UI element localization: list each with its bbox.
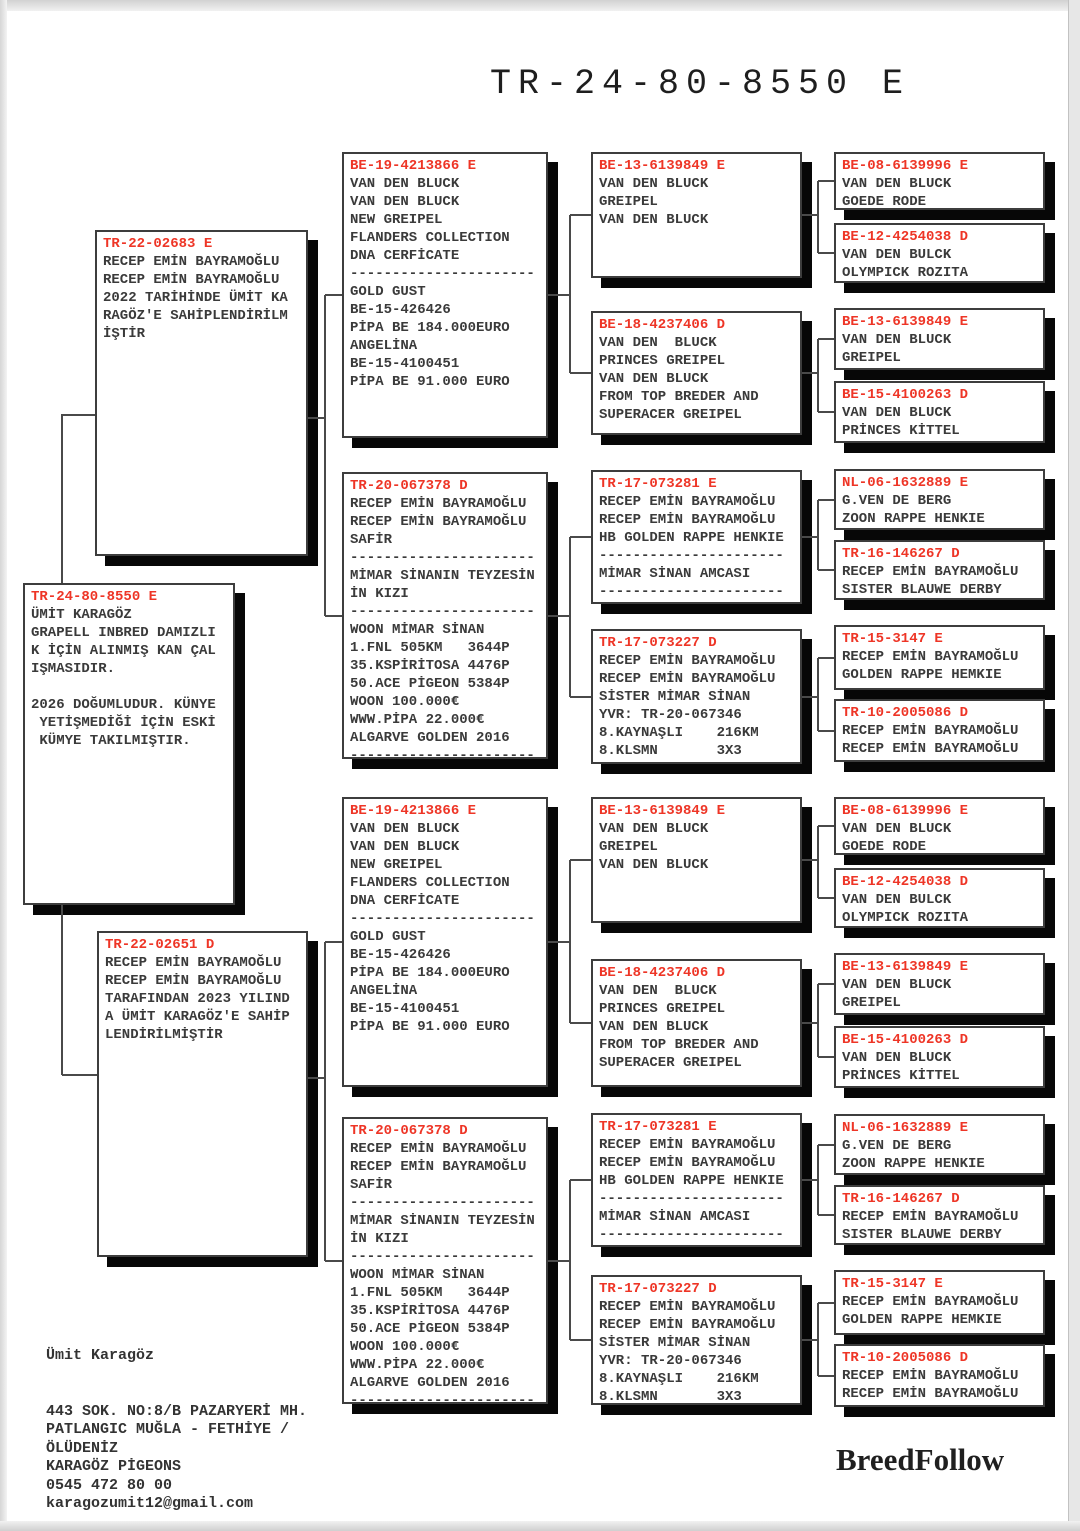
connector-line xyxy=(818,569,834,571)
box-text-line: PRİNCES KİTTEL xyxy=(842,1068,960,1084)
connector-line xyxy=(802,1022,818,1024)
box-text-line: VAN DEN BLUCK xyxy=(842,821,952,837)
box-text-line: FROM TOP BREDER AND xyxy=(599,1037,759,1053)
connector-line xyxy=(818,411,834,413)
connector-line xyxy=(548,615,570,617)
box-text-line: PRİNCES KİTTEL xyxy=(842,423,960,439)
box-text-line: PİPA BE 184.000EURO xyxy=(350,965,510,981)
connector-line xyxy=(61,905,63,1075)
ring-number: TR-16-146267 D xyxy=(842,546,960,562)
pedigree-box-tr16b xyxy=(834,1185,1045,1245)
connector-line xyxy=(817,181,819,253)
box-text-line: RECEP EMİN BAYRAMOĞLU xyxy=(350,1159,527,1175)
box-text-line: ZOON RAPPE HENKIE xyxy=(842,511,985,527)
box-text-line: BE-15-4100451 xyxy=(350,356,460,372)
box-text-line: 1.FNL 505KM 3644P xyxy=(350,1285,510,1301)
box-text-line: SUPERACER GREIPEL xyxy=(599,407,742,423)
box-text-line: VAN DEN BLUCK xyxy=(842,977,952,993)
box-text-line: VAN DEN BULCK xyxy=(842,247,952,263)
box-text-line: RECEP EMİN BAYRAMOĞLU xyxy=(350,496,527,512)
connector-line xyxy=(569,1180,571,1340)
pedigree-box-be08a xyxy=(834,152,1045,210)
connector-line xyxy=(548,941,570,943)
box-text-line: GOEDE RODE xyxy=(842,839,927,855)
ring-number: BE-12-4254038 D xyxy=(842,874,969,890)
box-text-line: SUPERACER GREIPEL xyxy=(599,1055,742,1071)
connector-line xyxy=(817,500,819,570)
owner-address-line: KARAGÖZ PİGEONS xyxy=(46,1458,182,1475)
connector-line xyxy=(570,372,591,374)
connector-line xyxy=(802,1339,818,1341)
box-text-line: GOLD GUST xyxy=(350,929,426,945)
box-text-line: GOLDEN RAPPE HEMKIE xyxy=(842,667,1002,683)
box-text-line: ---------------------- xyxy=(350,1393,535,1404)
box-text-line: PRINCES GREIPEL xyxy=(599,1001,726,1017)
box-text-line: GOLDEN RAPPE HEMKIE xyxy=(842,1312,1002,1328)
pedigree-box-be18b xyxy=(591,959,802,1087)
box-text-line: 35.KSPİRİTOSA 4476P xyxy=(350,1303,510,1319)
page-edge-right xyxy=(1068,0,1080,1531)
connector-line xyxy=(818,657,834,659)
box-text-line: SİSTER MİMAR SİNAN xyxy=(599,689,751,705)
box-text-line: 8.KAYNAŞLI 216KM xyxy=(599,725,759,741)
pedigree-box-dam xyxy=(97,931,308,1257)
box-text-line: FLANDERS COLLECTION xyxy=(350,230,510,246)
page-title: TR-24-80-8550 E xyxy=(489,64,911,104)
box-text-line: MİMAR SİNAN AMCASI xyxy=(599,566,751,582)
connector-line xyxy=(569,860,571,1023)
ring-number: BE-19-4213866 E xyxy=(350,803,477,819)
box-text-line: SAFİR xyxy=(350,532,393,548)
box-text-line: GREIPEL xyxy=(842,995,901,1011)
box-text-line: WOON 100.000€ xyxy=(350,1339,460,1355)
box-text-line: VAN DEN BLUCK xyxy=(599,176,709,192)
ring-number: BE-13-6139849 E xyxy=(599,803,726,819)
pedigree-box-be13b xyxy=(591,797,802,923)
ring-number: TR-17-073281 E xyxy=(599,476,717,492)
box-text-line: RECEP EMİN BAYRAMOĞLU xyxy=(350,1141,527,1157)
box-text-line: VAN DEN BLUCK xyxy=(350,821,460,837)
connector-line xyxy=(802,536,818,538)
pedigree-box-be19a xyxy=(342,152,548,438)
connector-line xyxy=(818,825,834,827)
pedigree-box-b135a xyxy=(834,308,1045,370)
ring-number: TR-17-073227 D xyxy=(599,635,717,651)
box-text-line: BE-15-426426 xyxy=(350,947,451,963)
box-text-line: OLYMPICK ROZITA xyxy=(842,910,969,926)
connector-line xyxy=(570,1339,591,1341)
pedigree-box-nl06b xyxy=(834,1114,1045,1175)
box-text-line: 2026 DOĞUMLUDUR. KÜNYE xyxy=(31,697,216,713)
box-text-line: VAN DEN BLUCK xyxy=(350,176,460,192)
box-text-line: RECEP EMİN BAYRAMOĞLU xyxy=(599,1317,776,1333)
box-text-line: 8.KLSMN 3X3 xyxy=(599,1389,742,1405)
box-text-line: RECEP EMİN BAYRAMOĞLU xyxy=(105,973,282,989)
pedigree-box-b135b xyxy=(834,953,1045,1015)
ring-number: TR-15-3147 E xyxy=(842,1276,943,1292)
box-text-line: VAN DEN BLUCK xyxy=(842,1050,952,1066)
connector-line xyxy=(818,499,834,501)
box-text-line: 35.KSPİRİTOSA 4476P xyxy=(350,658,510,674)
box-text-line: VAN DEN BLUCK xyxy=(599,212,709,228)
ring-number: TR-10-2005086 D xyxy=(842,1350,969,1366)
box-text-line: RECEP EMİN BAYRAMOĞLU xyxy=(599,512,776,528)
pedigree-box-be19b xyxy=(342,797,548,1087)
connector-line xyxy=(548,1260,570,1262)
box-text-line: G.VEN DE BERG xyxy=(842,1138,952,1154)
ring-number: TR-10-2005086 D xyxy=(842,705,969,721)
pedigree-box-tr10b xyxy=(834,1344,1045,1407)
ring-number: TR-20-067378 D xyxy=(350,1123,468,1139)
pedigree-box-be12a xyxy=(834,223,1045,283)
ring-number: TR-16-146267 D xyxy=(842,1191,960,1207)
box-text-line: RECEP EMİN BAYRAMOĞLU xyxy=(842,1294,1019,1310)
ring-number: BE-18-4237406 D xyxy=(599,317,726,333)
ring-number: BE-08-6139996 E xyxy=(842,158,969,174)
box-text-line: SISTER BLAUWE DERBY xyxy=(842,582,1002,598)
ring-number: TR-17-073227 D xyxy=(599,1281,717,1297)
box-text-line: GOLD GUST xyxy=(350,284,426,300)
box-text-line: VAN DEN BLUCK xyxy=(599,371,709,387)
connector-line xyxy=(817,1303,819,1376)
box-text-line: PİPA BE 184.000EURO xyxy=(350,320,510,336)
connector-line xyxy=(818,897,834,899)
pedigree-box-be08b xyxy=(834,797,1045,855)
pedigree-box-be18a xyxy=(591,311,802,435)
box-text-line: RECEP EMİN BAYRAMOĞLU xyxy=(350,514,527,530)
connector-line xyxy=(324,942,326,1261)
connector-line xyxy=(325,1260,342,1262)
pedigree-box-nl06a xyxy=(834,469,1045,530)
box-text-line: G.VEN DE BERG xyxy=(842,493,952,509)
connector-line xyxy=(818,338,834,340)
box-text-line: GREIPEL xyxy=(599,194,658,210)
breedfollow-logo: BreedFollow xyxy=(836,1442,1005,1477)
pedigree-box-sire xyxy=(95,230,308,556)
box-text-line: RECEP EMİN BAYRAMOĞLU xyxy=(599,1137,776,1153)
box-text-line: SAFİR xyxy=(350,1177,393,1193)
box-text-line: WOON MİMAR SİNAN xyxy=(350,622,485,638)
box-text-line: 50.ACE PİGEON 5384P xyxy=(350,676,510,692)
connector-line xyxy=(570,859,591,861)
connector-line xyxy=(570,1179,591,1181)
box-text-line: PİPA BE 91.000 EURO xyxy=(350,1019,510,1035)
box-text-line: VAN DEN BLUCK xyxy=(599,983,717,999)
box-text-line: ALGARVE GOLDEN 2016 xyxy=(350,1375,510,1391)
connector-line xyxy=(817,984,819,1057)
box-text-line: ---------------------- xyxy=(599,1227,784,1243)
box-text-line: 2022 TARİHİNDE ÜMİT KA xyxy=(103,290,288,306)
pedigree-box-tr20a xyxy=(342,472,548,759)
box-text-line: GRAPELL INBRED DAMIZLI xyxy=(31,625,216,641)
box-text-line: WWW.PİPA 22.000€ xyxy=(350,712,485,728)
box-text-line: ---------------------- xyxy=(350,911,535,927)
box-text-line: RECEP EMİN BAYRAMOĞLU xyxy=(842,1209,1019,1225)
box-text-line: ANGELİNA xyxy=(350,983,418,999)
pedigree-box-be15b xyxy=(834,1026,1045,1088)
ring-number: TR-20-067378 D xyxy=(350,478,468,494)
box-text-line: A ÜMİT KARAGÖZ'E SAHİP xyxy=(105,1009,290,1025)
connector-line xyxy=(817,339,819,412)
box-text-line: VAN DEN BLUCK xyxy=(599,335,717,351)
connector-line xyxy=(569,537,571,697)
box-text-line: RECEP EMİN BAYRAMOĞLU xyxy=(842,741,1019,757)
box-text-line: PRINCES GREIPEL xyxy=(599,353,726,369)
pedigree-box-tr10a xyxy=(834,699,1045,762)
owner-name: Ümit Karagöz xyxy=(46,1347,155,1364)
box-text-line: VAN DEN BULCK xyxy=(842,892,952,908)
pedigree-box-be12b xyxy=(834,868,1045,928)
box-text-line: RECEP EMİN BAYRAMOĞLU xyxy=(842,564,1019,580)
box-text-line: RECEP EMİN BAYRAMOĞLU xyxy=(842,1368,1019,1384)
box-text-line: BE-15-426426 xyxy=(350,302,451,318)
box-text-line: RECEP EMİN BAYRAMOĞLU xyxy=(105,955,282,971)
connector-line xyxy=(62,414,95,416)
connector-line xyxy=(570,1022,591,1024)
page-edge-top xyxy=(0,0,1080,11)
box-text-line: RECEP EMİN BAYRAMOĞLU xyxy=(842,1386,1019,1402)
connector-line xyxy=(802,372,818,374)
owner-address-line: PATLANGIC MUĞLA - FETHİYE / xyxy=(46,1421,290,1438)
owner-info xyxy=(46,1310,307,1531)
connector-line xyxy=(818,730,834,732)
box-text-line: K İÇİN ALINMIŞ KAN ÇAL xyxy=(31,643,216,659)
box-text-line: ---------------------- xyxy=(599,584,784,600)
pedigree-box-be13a xyxy=(591,152,802,278)
connector-line xyxy=(325,294,342,296)
box-text-line: SISTER BLAUWE DERBY xyxy=(842,1227,1002,1243)
owner-address-line: 443 SOK. NO:8/B PAZARYERİ MH. xyxy=(46,1402,308,1420)
box-text-line: İŞTİR xyxy=(103,326,146,342)
box-text-line: RECEP EMİN BAYRAMOĞLU xyxy=(599,653,776,669)
box-text-line: RECEP EMİN BAYRAMOĞLU xyxy=(599,494,776,510)
ring-number: TR-24-80-8550 E xyxy=(31,589,158,605)
box-text-line: OLYMPICK ROZITA xyxy=(842,265,969,281)
connector-line xyxy=(818,180,834,182)
connector-line xyxy=(308,1077,325,1079)
box-text-line: İN KIZI xyxy=(350,1231,409,1247)
box-text-line: IŞMASIDIR. xyxy=(31,661,116,677)
box-text-line: YVR: TR-20-067346 xyxy=(599,707,742,723)
box-text-line: ALGARVE GOLDEN 2016 xyxy=(350,730,510,746)
connector-line xyxy=(570,696,591,698)
connector-line xyxy=(818,1144,834,1146)
ring-number: TR-22-02651 D xyxy=(105,937,215,953)
box-text-line: ---------------------- xyxy=(350,1249,535,1265)
connector-line xyxy=(570,536,591,538)
box-text-line: DNA CERFİCATE xyxy=(350,893,460,909)
box-text-line: VAN DEN BLUCK xyxy=(599,821,709,837)
ring-number: TR-17-073281 E xyxy=(599,1119,717,1135)
connector-line xyxy=(325,615,342,617)
box-text-line: WWW.PİPA 22.000€ xyxy=(350,1357,485,1373)
connector-line xyxy=(570,214,591,216)
box-text-line: YVR: TR-20-067346 xyxy=(599,1353,742,1369)
box-text-line: MİMAR SİNANIN TEYZESİN xyxy=(350,568,535,584)
box-text-line: FLANDERS COLLECTION xyxy=(350,875,510,891)
pedigree-box-tr16a xyxy=(834,540,1045,600)
box-text-line: RECEP EMİN BAYRAMOĞLU xyxy=(599,1155,776,1171)
box-text-line: ---------------------- xyxy=(350,748,535,759)
ring-number: BE-15-4100263 D xyxy=(842,387,969,403)
box-text-line xyxy=(31,678,227,696)
box-text-line: ---------------------- xyxy=(350,604,535,620)
connector-line xyxy=(548,294,570,296)
connector-line xyxy=(818,1302,834,1304)
connector-line xyxy=(325,941,342,943)
box-text-line: PİPA BE 91.000 EURO xyxy=(350,374,510,390)
connector-line xyxy=(569,215,571,373)
connector-line xyxy=(324,295,326,616)
connector-line xyxy=(818,983,834,985)
ring-number: BE-13-6139849 E xyxy=(842,314,969,330)
box-text-line: WOON 100.000€ xyxy=(350,694,460,710)
ring-number: BE-15-4100263 D xyxy=(842,1032,969,1048)
box-text-line: ---------------------- xyxy=(599,548,784,564)
connector-line xyxy=(308,417,325,419)
box-text-line: VAN DEN BLUCK xyxy=(350,839,460,855)
pedigree-box-tr15a xyxy=(834,625,1045,690)
connector-line xyxy=(62,1074,97,1076)
box-text-line: RECEP EMİN BAYRAMOĞLU xyxy=(599,1299,776,1315)
connector-line xyxy=(802,859,818,861)
box-text-line: ---------------------- xyxy=(350,1195,535,1211)
box-text-line: ---------------------- xyxy=(599,1191,784,1207)
connector-line xyxy=(818,1056,834,1058)
ring-number: BE-18-4237406 D xyxy=(599,965,726,981)
box-text-line: VAN DEN BLUCK xyxy=(350,194,460,210)
box-text-line: ÜMİT KARAGÖZ xyxy=(31,607,132,623)
ring-number: BE-19-4213866 E xyxy=(350,158,477,174)
ring-number: BE-12-4254038 D xyxy=(842,229,969,245)
pedigree-box-t227a xyxy=(591,629,802,764)
owner-address xyxy=(46,1403,307,1514)
box-text-line: GOEDE RODE xyxy=(842,194,927,210)
pedigree-box-t227b xyxy=(591,1275,802,1405)
pedigree-box-tr20b xyxy=(342,1117,548,1404)
box-text-line: RECEP EMİN BAYRAMOĞLU xyxy=(842,723,1019,739)
box-text-line: RECEP EMİN BAYRAMOĞLU xyxy=(103,272,280,288)
ring-number: NL-06-1632889 E xyxy=(842,1120,969,1136)
box-text-line: VAN DEN BLUCK xyxy=(599,1019,709,1035)
box-text-line: RAGÖZ'E SAHİPLENDİRİLM xyxy=(103,308,288,324)
box-text-line: KÜMYE TAKILMIŞTIR. xyxy=(31,733,191,749)
box-text-line: TARAFINDAN 2023 YILIND xyxy=(105,991,290,1007)
box-text-line: 8.KAYNAŞLI 216KM xyxy=(599,1371,759,1387)
box-text-line: FROM TOP BREDER AND xyxy=(599,389,759,405)
box-text-line: VAN DEN BLUCK xyxy=(599,857,709,873)
pedigree-box-be15a xyxy=(834,381,1045,443)
box-text-line: MİMAR SİNAN AMCASI xyxy=(599,1209,751,1225)
box-text-line: VAN DEN BLUCK xyxy=(842,405,952,421)
pedigree-box-subject xyxy=(23,583,235,905)
connector-line xyxy=(61,414,63,583)
box-text-line: WOON MİMAR SİNAN xyxy=(350,1267,485,1283)
ring-number: TR-15-3147 E xyxy=(842,631,943,647)
connector-line xyxy=(818,1214,834,1216)
connector-line xyxy=(802,696,818,698)
box-text-line: BE-15-4100451 xyxy=(350,1001,460,1017)
box-text-line: HB GOLDEN RAPPE HENKIE xyxy=(599,1173,784,1189)
ring-number: BE-13-6139849 E xyxy=(599,158,726,174)
connector-line xyxy=(817,658,819,731)
box-text-line: 1.FNL 505KM 3644P xyxy=(350,640,510,656)
box-text-line: ---------------------- xyxy=(350,550,535,566)
ring-number: NL-06-1632889 E xyxy=(842,475,969,491)
ring-number: BE-13-6139849 E xyxy=(842,959,969,975)
box-text-line: 50.ACE PİGEON 5384P xyxy=(350,1321,510,1337)
box-text-line: MİMAR SİNANIN TEYZESİN xyxy=(350,1213,535,1229)
box-text-line: VAN DEN BLUCK xyxy=(842,176,952,192)
box-text-line: DNA CERFİCATE xyxy=(350,248,460,264)
box-text-line: 8.KLSMN 3X3 xyxy=(599,743,742,759)
box-text-line: ---------------------- xyxy=(350,266,535,282)
box-text-line: RECEP EMİN BAYRAMOĞLU xyxy=(842,649,1019,665)
box-text-line: GREIPEL xyxy=(599,839,658,855)
box-text-line: NEW GREIPEL xyxy=(350,857,443,873)
box-text-line: GREIPEL xyxy=(842,350,901,366)
owner-address-line: 0545 472 80 00 xyxy=(46,1476,173,1494)
box-text-line: VAN DEN BLUCK xyxy=(842,332,952,348)
connector-line xyxy=(818,1375,834,1377)
ring-number: BE-08-6139996 E xyxy=(842,803,969,819)
box-text-line: YETİŞMEDİĞİ İÇİN ESKİ xyxy=(31,715,216,731)
box-text-line: RECEP EMİN BAYRAMOĞLU xyxy=(599,671,776,687)
box-text-line: LENDİRİLMİŞTİR xyxy=(105,1027,223,1043)
ring-number: TR-22-02683 E xyxy=(103,236,213,252)
box-text-line: HB GOLDEN RAPPE HENKIE xyxy=(599,530,784,546)
pedigree-box-t281b xyxy=(591,1113,802,1247)
connector-line xyxy=(802,214,818,216)
pedigree-box-t281a xyxy=(591,470,802,604)
owner-address-line: karagozumit12@gmail.com xyxy=(46,1495,254,1512)
pedigree-box-tr15b xyxy=(834,1270,1045,1335)
connector-line xyxy=(817,1145,819,1215)
box-text-line: NEW GREIPEL xyxy=(350,212,443,228)
box-text-line: RECEP EMİN BAYRAMOĞLU xyxy=(103,254,280,270)
box-text-line: ZOON RAPPE HENKIE xyxy=(842,1156,985,1172)
box-text-line: ANGELİNA xyxy=(350,338,418,354)
box-text-line: SİSTER MİMAR SİNAN xyxy=(599,1335,751,1351)
connector-line xyxy=(818,252,834,254)
page-edge-left xyxy=(0,0,7,1531)
connector-line xyxy=(817,826,819,898)
box-text-line: İN KIZI xyxy=(350,586,409,602)
connector-line xyxy=(802,1179,818,1181)
owner-address-line: ÖLÜDENİZ xyxy=(46,1439,119,1457)
